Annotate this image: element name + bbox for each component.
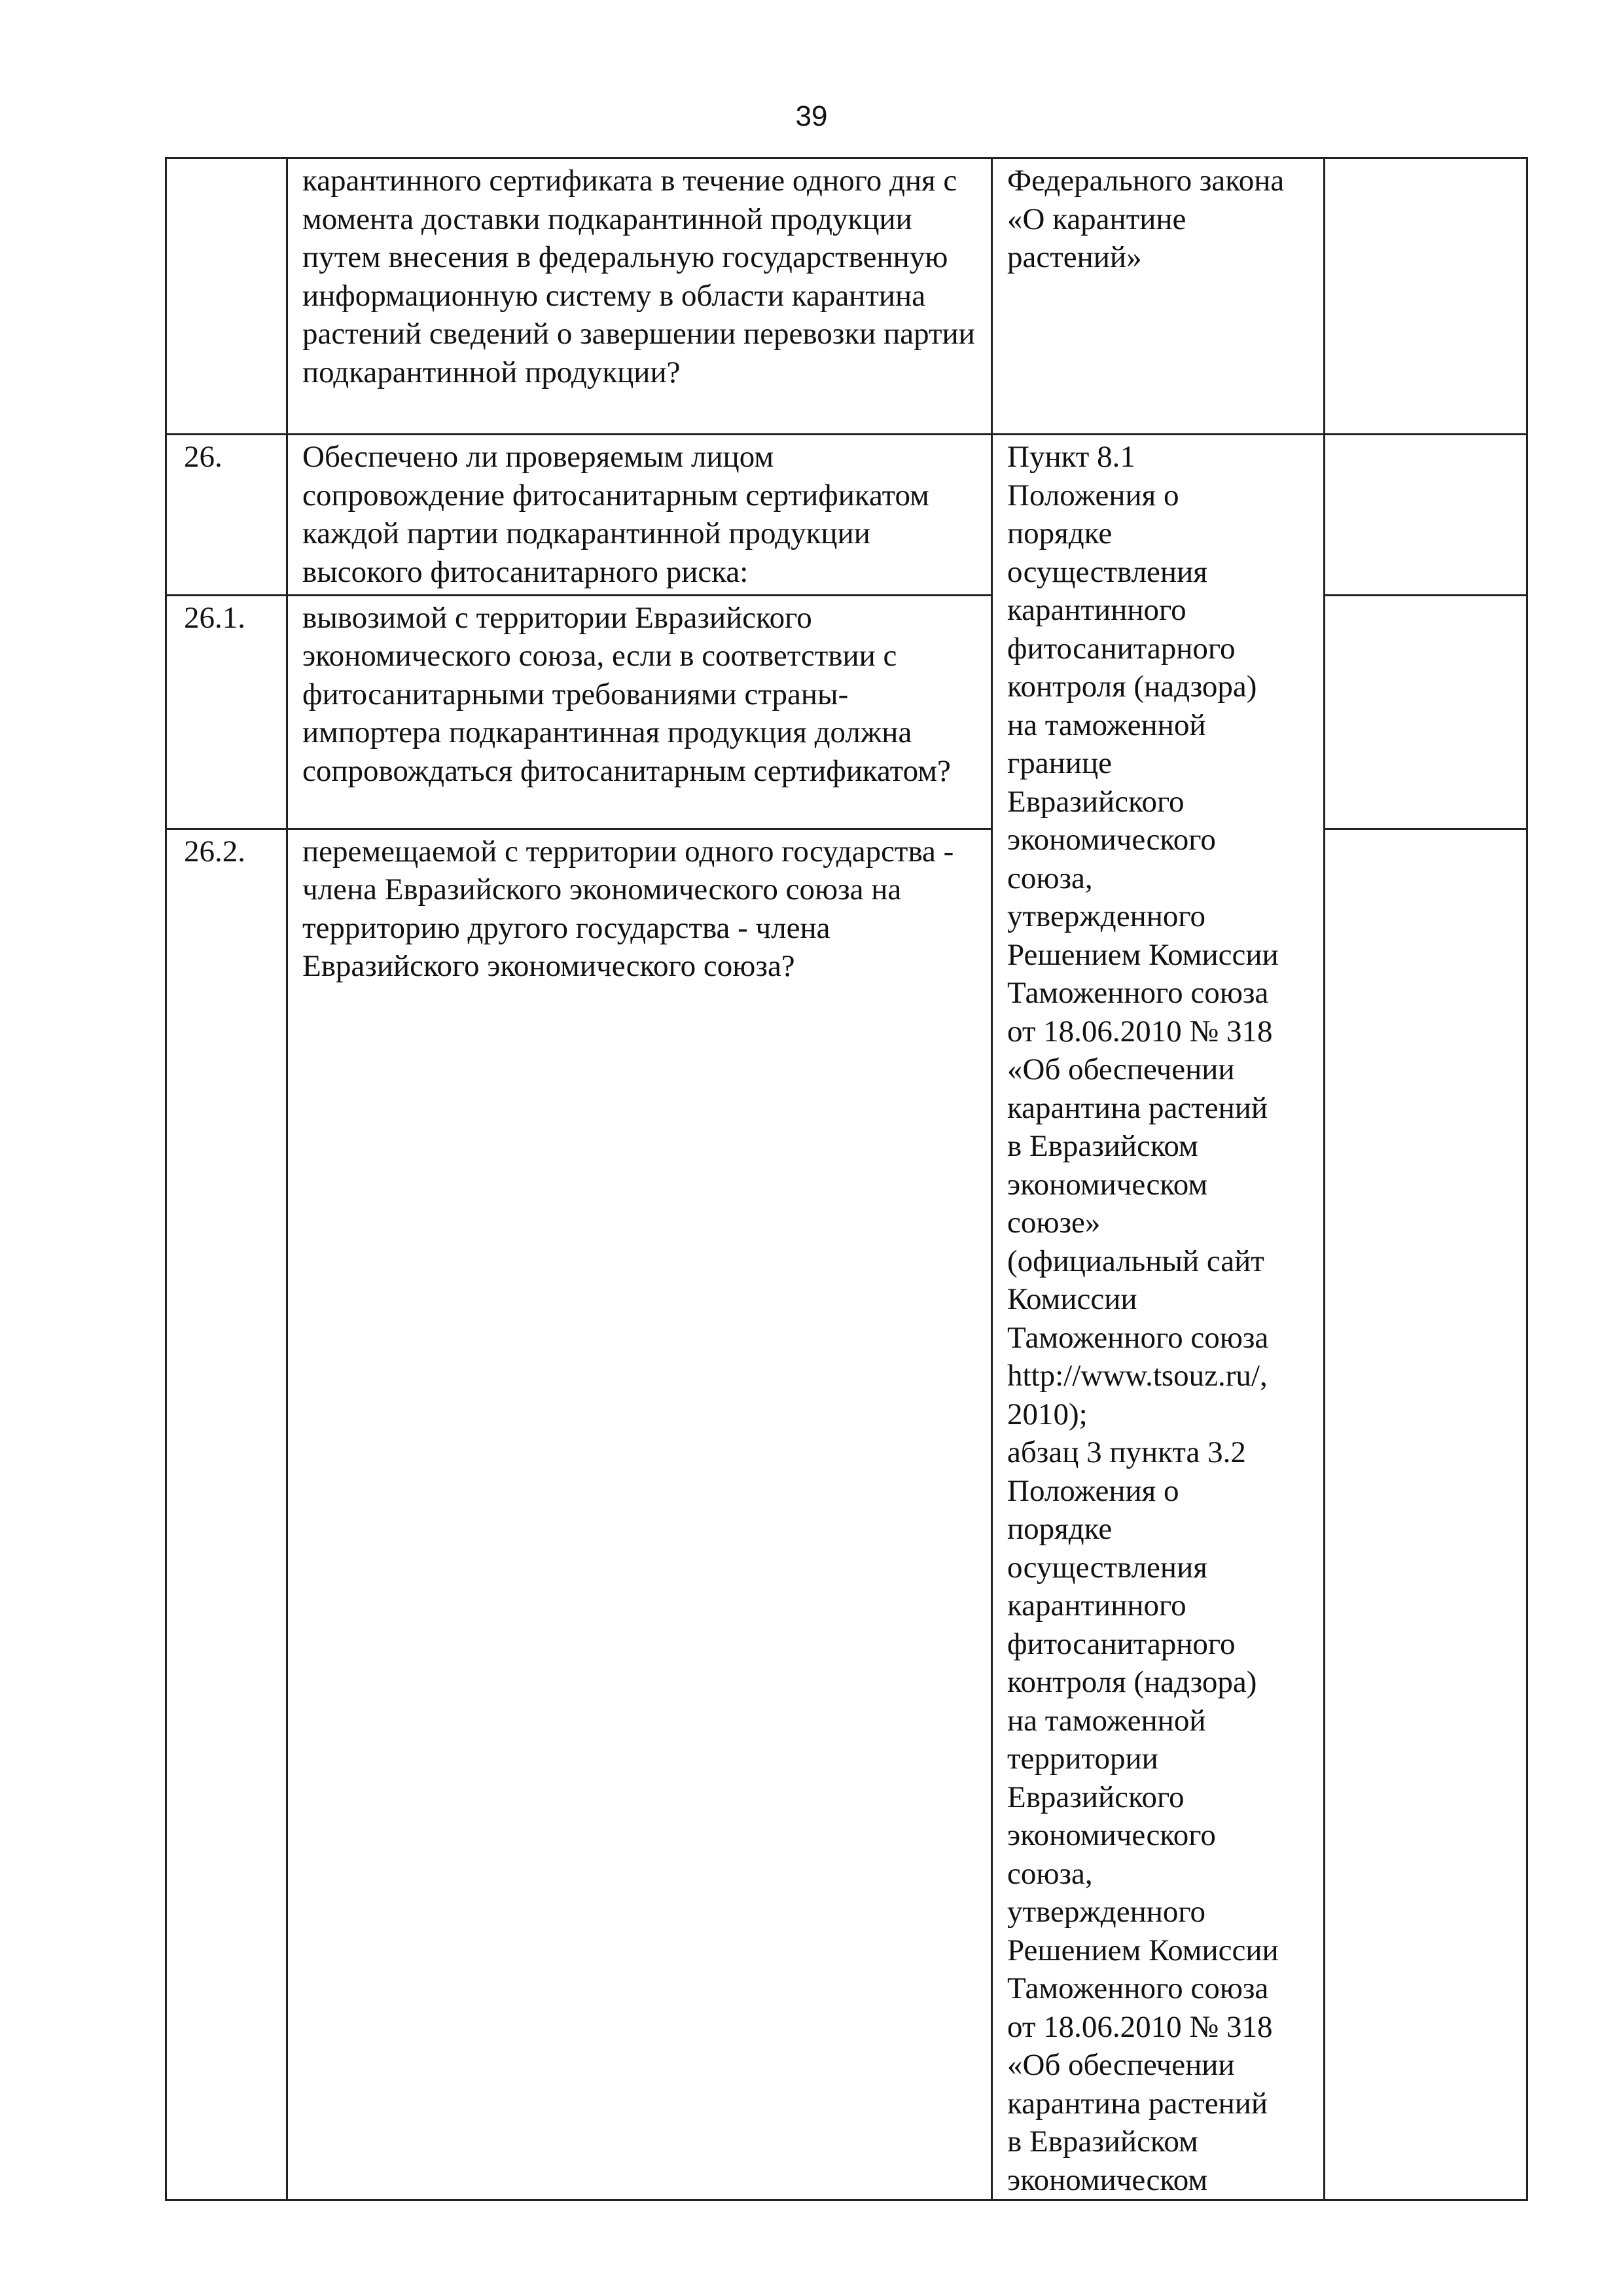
- legal-basis-line: «О карантине: [1007, 202, 1186, 236]
- legal-basis-line: осуществления: [1007, 1550, 1207, 1585]
- question-cell: перемещаемой с территории одного государства - члена Евразийского экономического союза на территорию другого государства - члена Евразийского экономического союза?: [287, 829, 992, 2200]
- legal-basis-line: Пункт 8.1: [1007, 440, 1135, 474]
- legal-basis-line: границе: [1007, 746, 1112, 780]
- legal-basis-line: экономического: [1007, 823, 1216, 857]
- legal-basis-line: утвержденного: [1007, 1895, 1205, 1929]
- legal-basis-line: территории: [1007, 1742, 1158, 1776]
- legal-basis-line: на таможенной: [1007, 708, 1206, 742]
- legal-basis-line: в Евразийском: [1007, 2125, 1198, 2159]
- legal-basis-line: контроля (надзора): [1007, 670, 1257, 704]
- legal-basis-line: союза,: [1007, 861, 1093, 895]
- item-number-cell: [166, 158, 287, 435]
- legal-basis-line: http://www.tsouz.ru/,: [1007, 1359, 1268, 1393]
- legal-basis-line: карантина растений: [1007, 2086, 1268, 2121]
- legal-basis-line: экономическом: [1007, 2162, 1208, 2197]
- legal-basis-line: фитосанитарного: [1007, 631, 1236, 666]
- table-row: [166, 158, 1527, 435]
- legal-basis-line: Евразийского: [1007, 784, 1185, 819]
- legal-basis-line: от 18.06.2010 № 318: [1007, 2009, 1273, 2044]
- legal-basis-line: Решением Комиссии: [1007, 1933, 1279, 1967]
- legal-basis-line: союзе»: [1007, 1206, 1101, 1240]
- requirements-table: [165, 157, 1528, 2201]
- legal-basis-line: Таможенного союза: [1007, 1971, 1269, 2005]
- note-cell: [1325, 158, 1527, 435]
- question-cell: вывозимой с территории Евразийского экономического союза, если в соответствии с фитосанитарными требованиями страны-импортера подкарантинная продукция должна сопровождаться фитосанитарным сертификатом?: [287, 595, 992, 829]
- legal-basis-line: Евразийского: [1007, 1780, 1185, 1814]
- legal-basis-line: утвержденного: [1007, 899, 1205, 933]
- legal-basis-line: на таможенной: [1007, 1703, 1206, 1738]
- legal-basis-line: Таможенного союза: [1007, 976, 1269, 1010]
- legal-basis-line: абзац 3 пункта 3.2: [1007, 1435, 1246, 1469]
- legal-basis-line: в Евразийском: [1007, 1129, 1198, 1163]
- legal-basis-line: карантина растений: [1007, 1090, 1268, 1125]
- legal-basis-line: (официальный сайт: [1007, 1244, 1264, 1278]
- legal-basis-line: Положения о: [1007, 478, 1179, 512]
- legal-basis-cell: [992, 158, 1325, 435]
- item-number-cell: 26.: [166, 435, 287, 596]
- legal-basis-line: карантинного: [1007, 1588, 1186, 1623]
- legal-basis-line: Положения о: [1007, 1473, 1179, 1508]
- legal-basis-line: Комиссии: [1007, 1282, 1137, 1316]
- legal-basis-line: «Об обеспечении: [1007, 1052, 1235, 1086]
- legal-basis-line: союза,: [1007, 1856, 1093, 1891]
- legal-basis-line: порядке: [1007, 516, 1113, 550]
- legal-basis-line: «Об обеспечении: [1007, 2048, 1235, 2082]
- legal-basis-line: от 18.06.2010 № 318: [1007, 1014, 1273, 1049]
- legal-basis-cell: [992, 435, 1325, 2200]
- question-cell: Обеспечено ли проверяемым лицом сопровождение фитосанитарным сертификатом каждой партии подкарантинной продукции высокого фитосанитарного риска:: [287, 435, 992, 596]
- legal-basis-line: контроля (надзора): [1007, 1665, 1257, 1699]
- table-row: [166, 435, 1527, 596]
- legal-basis-line: осуществления: [1007, 554, 1207, 589]
- legal-basis-line: карантинного: [1007, 593, 1186, 627]
- note-cell: [1325, 595, 1527, 829]
- legal-basis-line: 2010);: [1007, 1397, 1088, 1431]
- legal-basis-line: экономического: [1007, 1818, 1216, 1852]
- legal-basis-line: порядке: [1007, 1512, 1113, 1546]
- legal-basis-line: Федерального закона: [1007, 164, 1285, 198]
- legal-basis-line: Решением Комиссии: [1007, 937, 1279, 972]
- question-cell: карантинного сертификата в течение одного дня с момента доставки подкарантинной продукции путем внесения в федеральную государственную информационную систему в области карантина растений сведений о завершении перевозки партии подкарантинной продукции?: [287, 158, 992, 435]
- legal-basis-line: экономическом: [1007, 1167, 1208, 1202]
- item-number-cell: 26.2.: [166, 829, 287, 2200]
- note-cell: [1325, 829, 1527, 2200]
- legal-basis-line: растений»: [1007, 240, 1142, 274]
- legal-basis-line: фитосанитарного: [1007, 1626, 1236, 1661]
- note-cell: [1325, 435, 1527, 596]
- item-number-cell: 26.1.: [166, 595, 287, 829]
- legal-basis-line: Таможенного союза: [1007, 1320, 1269, 1355]
- page-number: 39: [795, 100, 828, 132]
